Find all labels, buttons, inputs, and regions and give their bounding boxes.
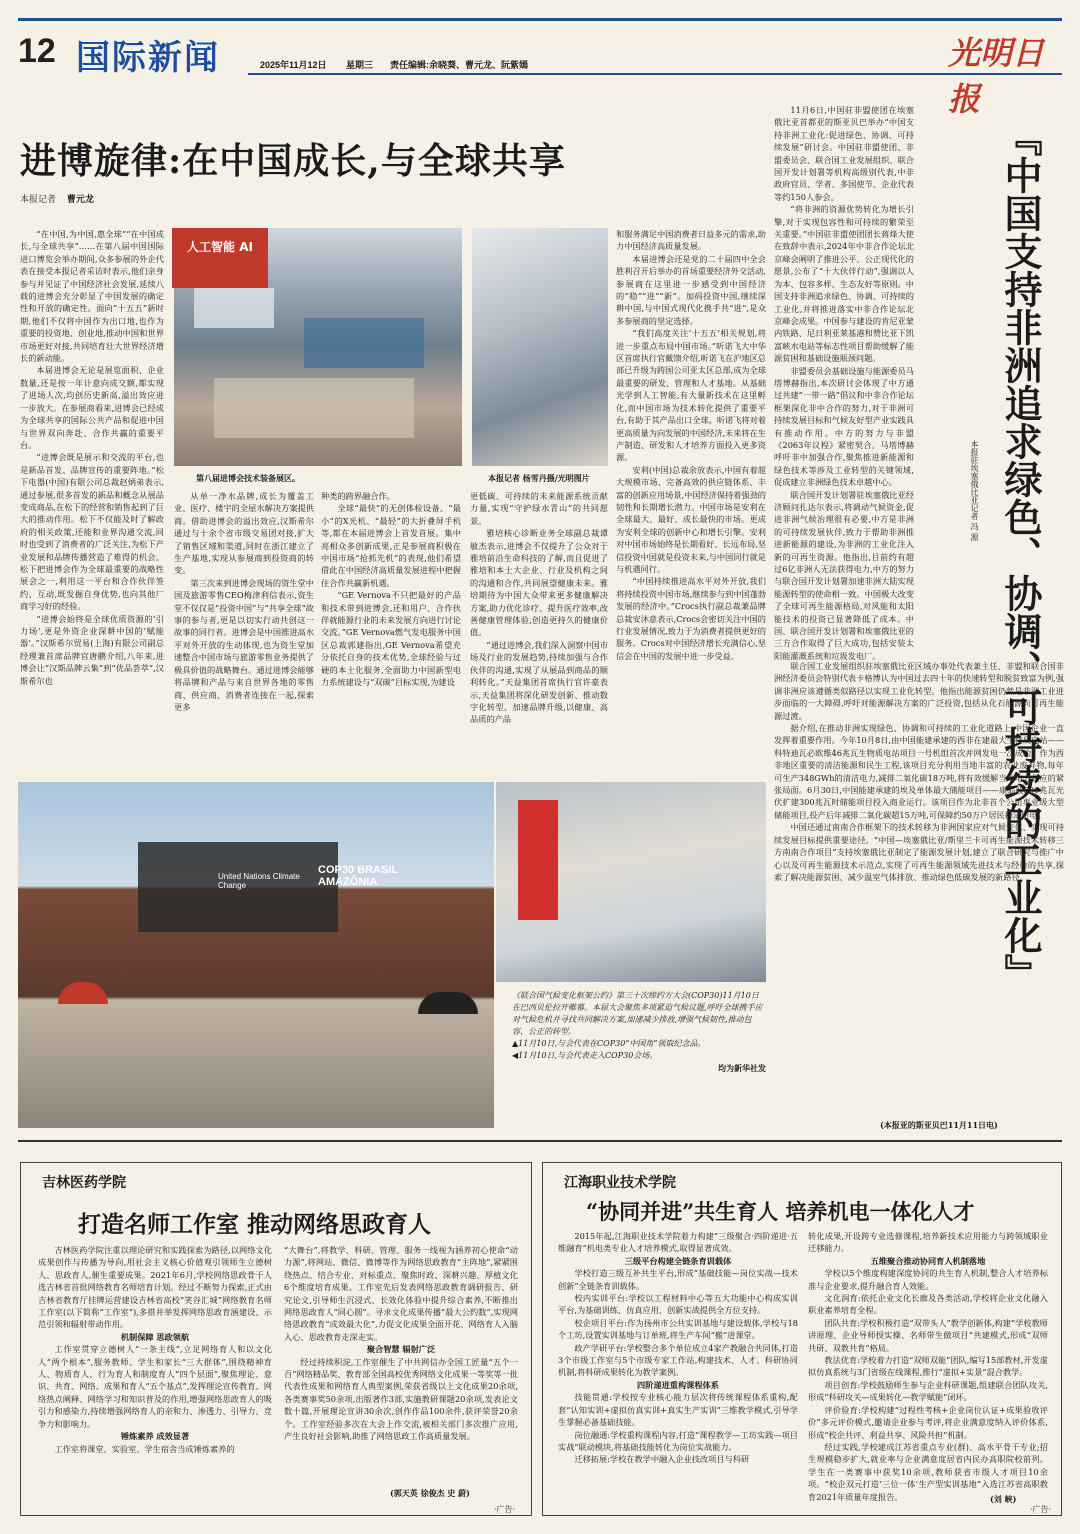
paragraph: 和服务满足中国消费者日益多元的需求,助力中国经济高质量发展。 [616, 229, 766, 252]
paragraph: “我们高度关注‘十五五’相关规划,将进一步重点布局中国市场。”昕诺飞大中华区首席执行官戴馈介绍,昕诺飞在沪地区总部已升级为跨国公司亚太区总部,成为全球最重要的研发、管理和人才基地。从基础光学到人工智能,有大量新技术在这里孵化,而中国市场为技术转化提供了重要平台,有助于其产品出口全球。昕诺飞将对着更高质量为向发展的中国经济,未来将在生产制造、研发和人才培养方面投入更多资源。 [616, 328, 766, 463]
paragraph: “大舞台”,将教学、科研、管理、服务一线视为涵养初心使命“动力源”,将网站、微信、微博等作为网络思政教育“主阵地”,紧紧围绕热点、结合专业、对标重点、聚焦时政、深耕兴趣、厚植文化6个维度培育成果。工作室先后发表网络思政教育调研报告、研究论文,引导师生沉浸式、长效化体验中提升综合素养,不断推出网络思政育人“同心圆”。寻求文化成果传播“最大公约数”,实现网络思政教育“成效最大化”,力促文化成果全面开花、网络育人入脑入心、思政教育走深走实。 [284, 1245, 518, 1342]
china-flag [518, 800, 558, 920]
subheading: 锤炼素养 成效显著 [120, 1431, 190, 1442]
paragraph: 学校以5个维度构建深度协同的共生育人机制,整合人才培养标准与企业要求,提升融合育人效能。 [808, 1268, 1048, 1291]
ad-left-mark: ·广告· [494, 1505, 516, 1514]
photo-credit: 本报记者 杨雪丹摄/光明图片 [488, 473, 590, 483]
paragraph: 评价验育:学校构建“过程性考核+企业岗位认证+成果验收评价”多元评价模式,邀请企业参与考评,将企业满意度纳入评价体系,形成“校企共评、利益共享、风险共担”机制。 [808, 1404, 1048, 1440]
ad-right-title: “协同并进”共生育人 培养机电一体化人才 [586, 1199, 975, 1224]
paragraph: 本届进博会还是党的二十届四中全会胜利召开后举办的首场重要经济外交活动,参展商在这里进一步感受到中国经济的“稳”“进”“新”。加码投资中国,继续深耕中国,与中国式现代化携手共“进”,是众多参展商的坚定选择。 [616, 253, 766, 326]
paragraph: 更低碳、可持续的未来能源系统贡献力量,实现“守护绿水青山”的共同愿景。 [470, 491, 608, 526]
paragraph: 工作室贯穿立德树人“一条主线”,立足网络育人和以文化人“两个根本”,服务教师、学生和家长“三大群体”,围绕精神育人、物质育人、行为育人和制度育人“四个层面”,聚焦理论、意识、共育、网络、成果和育人“五个基点”,发挥理论宣传教育、网络热点阐释、网络学习和知识普及的作用,增强网络思政育人的吸引力和感染力,持续增强网络育人的亲和力、渗透力、引导力、竞争力和影响力。 [38, 1344, 272, 1429]
article2-headline: 『中国支持非洲追求绿色、协调、可持续的工业化』 [998, 118, 1043, 992]
umbrella-icon [418, 992, 478, 1014]
paragraph: 项目创育:学校鼓励师生参与企业科研课题,组建联合团队攻关,形成“科研攻关—成果转化—教学赋能”闭环。 [808, 1379, 1048, 1403]
paragraph: “中国持续推进高水平对外开放,我们将持续投资中国市场,继续参与到中国蓬勃发展的经济中。”Crocs执行副总裁兼品牌总裁安沐意表示,Crocs会密切关注中国的行业发展情况,致力于为消费者提供更好的服务。Crocs对中国经济增长充满信心,坚信会在中国的发展中进一步受益。 [616, 576, 766, 661]
ad-right-credit: (刘 峡) [990, 1494, 1017, 1504]
paragraph: 非盟委员会基础设施与能源委员马塔博赫指出,本次研讨会体现了中方通过共建“一带一路”倡议和中非合作论坛框架深化非中合作的努力,对于非洲可持续发展目标和气候友好型产业实践具有推动作用。中方的努力与非盟《2063年议程》紧密契合。马塔博赫呼吁非中加强合作,聚焦推进新能源和绿色技术等涉及工业转型的关键领域,促成建立非洲绿色技术卓越中心。 [774, 365, 914, 488]
paragraph: 第三次来到进博会现场的资生堂中国及旅游零售CEO梅津利信表示,资生堂不仅仅是“投资中国”与“共享全球”故事的参与者,更是以切实行动共创这一故事的同行者。进博会是中国推进高水平对外开放的生动体现,也为资生堂加速整合中国市场与旅游零售业务提供了极具价值的战略舞台。通过进博会能够将品牌和产品与来自世界各地的零售商、供应商、消费者连接在一起,探索更多 [174, 577, 314, 712]
paragraph: 经过实践,学校建成江苏省重点专业(群)、高水平骨干专业;招生规模稳步扩大,就业率与企业满意度居省内民办高职院校前列。学生在一类赛事中获奖10余项,教师获省市级人才项目10余项。“校企双元打造‘三位一体’生产型实训基地”入选江苏省高职教育2021年质量年度报告。 [808, 1441, 1048, 1502]
section-title: 国际新闻 [76, 38, 220, 78]
paragraph: 校内实训平台:学校以工程材料中心等五大功能中心构成实训平台,为基础训练、仿真应用、创新实战提供全方位支持。 [558, 1293, 798, 1316]
paragraph: “进博会既是展示和交流的平台,也是新品首发、品牌宣传的重要阵地。”松下电器(中国)有限公司总裁赵炳弟表示,通过参展,很多首发的新品和概念从展品变成商品,在松下的经营和销售起到了巨大的推动作用。松下不仅能及时了解政府的相关政策,还能和业界沟通交流,同时也受到了消费者的广泛关注,为松下产业发展和品牌传播营造了难得的机会。松下把进博会作为全球最重要的战略性展会之一,利用这一平台和合作伙伴签约、互动,既发掘自身优势,也向其他厂商学习好的经验。 [20, 452, 164, 612]
article1-col1 [20, 228, 164, 776]
page-header [18, 18, 1062, 118]
subheading: 五维聚合推动协同育人机制落地 [870, 1255, 986, 1266]
cop30-caption-main: 《联合国气候变化框架公约》第三十次缔约方大会(COP30)11月10日在巴西贝伦拉开帷幕。本届大会聚焦多项紧迫气候议题,呼吁全球携手应对气候危机并寻找共同解决方案,加速减少排放,增强气候韧性,推动包容、公正的转型。 [512, 991, 763, 1036]
china-corner-photo [496, 782, 766, 982]
paragraph: 本届进博会无论是展览面积、企业数量,还是按一年计意向成交额,都实现了进场人次,均创历史新高,溢出效应进一步放大。在参展商看来,进博会已经成为全球共享的国际公共产品和促进中国与世界双向奔赴、合作共赢的重要平台。 [20, 365, 164, 450]
header-date: 2025年11月12日 [260, 60, 327, 70]
article1-col2 [174, 490, 314, 776]
cop30-caption-3: ◀11月10日,与会代表走入COP30会场。 [512, 1051, 658, 1060]
paragraph: 经过持续积淀,工作室催生了中共网信办全国工匠量“五个一百”网络精品奖、教育部全国高校优秀网络文化成果一等奖等一批代表性成果和网络育人典型案例,荣获省级以上文化成果20余项,各类赛事奖50余项,出版著作3部,实施教研课题20余项,发表论文数十篇,开展理论宣讲30余次,创作作品100余件,获评荣誉20余个。工作室经验多次在大会上作交流,被相关部门多次推广应用,产生良好社会影响,助推了网络思政工作高质量发展。 [284, 1356, 518, 1442]
paragraph: 种类的跨界融合作。 [321, 491, 395, 501]
paragraph: 团队共育:学校积极打造“双带头人”教学创新体,构建“学校教师讲原理、企业导师授实操、名师带生做项目”共建模式,形成“双师共研、双教共育”格局。 [808, 1317, 1048, 1353]
subheading: 聚合智慧 辐射广泛 [366, 1344, 436, 1355]
paragraph: 教法优育:学校着力打造“双师双能”团队,编写15部教材,开发虚拟仿真系统与3门省级在线课程,推行“虚拟+实景”混合教学。 [808, 1355, 1048, 1378]
paragraph: 联合国开发计划署驻埃塞俄比亚经济顾问扎达尔表示,将调动气候资金,促进非洲气候治理很有必要,中方是非洲的可持续发展伙伴,致力于帮助非洲推进新能源的建设,为非洲的工业化注入新的可再生资源。他指出,目前约有超过6亿非洲人无法获得电力,中方的努力与联合国开发计划署加速非洲大陆实现能源转型的使命相一致。中国极大改变了全球可再生能源格局,对风能和太阳能技术的投资已显著降低了成本。中国、联合国开发计划署和埃塞俄比亚的三方合作取得了巨大成功,包括安装太阳能灌溉系统和垃圾发电厂。 [774, 489, 914, 661]
ad-left-title: 打造名师工作室 推动网络思政育人 [78, 1211, 432, 1238]
header-editors: 责任编辑:余晓葵、曹元龙、阮紫嫣 [390, 60, 528, 70]
paragraph: 工作室将课堂、实验室、学生宿舍当成锤炼素养的 [54, 1443, 235, 1454]
article2-byline: 本报驻埃塞俄比亚记者 冯 源 [970, 440, 979, 542]
ad-left-col1 [38, 1244, 272, 1494]
paragraph: 联合国工业发展组织驻埃塞俄比亚区域办事处代表兼主任、非盟和联合国非洲经济委员会特别代表卡格博认为中国过去四十年的快速转型和脱贫致富为例,强调非洲应该遵循类似路径以实现工业化转型。他指出能源贫困仍然是非洲工业进步面临的一大障碍,呼吁对能源解决方案的广泛投资,包括从化石能源向可再生能源过渡。 [774, 661, 1064, 721]
paragraph: “进博会始终是全球优质资源的‘引力场’,更是外资企业深耕中国的‘赋能器’。”汉斯希尔贸易(上海)有限公司副总经理兼首席品牌官唐鹏介绍,八年来,进博会让“汉斯品牌云集”到“优品荟萃”,汉斯希尔也 [20, 613, 164, 686]
page-number: 12 [18, 32, 56, 70]
cop30-caption [512, 990, 766, 1074]
cop30-label: COP30 BRASIL AMAZÔNIA [318, 864, 398, 888]
article1-col3 [321, 490, 461, 776]
subheading: 机制保障 思政领航 [120, 1331, 190, 1342]
paragraph: 中国还通过南南合作框架下的技术转移为非洲国家应对气候变化、实现可持续发展目标提供重要途径。“中国—埃塞俄比亚/斯里兰卡可再生能源技术转移三方南南合作项目”支持埃塞俄比亚制定了能源发展计划,建立了联合研究与推广中心以及可再生能源技术示范点,实现了可再生能源领域先进技术与经验的共享,探索了解决能源贫困、减少温室气体排放、推动绿色低碳发展的新路径。 [774, 822, 1064, 882]
ad-right-school: 江海职业技术学院 [564, 1175, 676, 1191]
section-divider [18, 1140, 1062, 1142]
un-label: United Nations Climate Change [218, 872, 300, 890]
paragraph: “通过进博会,我们深入洞察中国市场及行业的发展趋势,持续加强与合作伙伴的沟通,实现了从展品到商品的顺利转化。”天益集团首席执行官许豪表示,天益集团将深化研发创新、推动数字化转型、加速品牌升级,以健康、高品质的产品 [470, 639, 608, 725]
paragraph: “GE Vernova不只把最好的产品和技术带到进博会,还和用户、合作伙伴就能源行业的未来发展方向进行讨论交流。”GE Vernova燃气发电服务中国区总裁郭建指出,GE Vernova希望充分依托自身的技术优势,全球经验与过硬的本土化服务,全面助力中国新型电力系统建设与“双碳”目标实现,为建设 [321, 590, 461, 688]
article1-col5 [616, 228, 766, 776]
paragraph: 据介绍,在推动非洲实现绿色、协调和可持续的工业化道路上,中国企业一直发挥着重要作用。今年10月8日,由中国能建承建的西非在建最大生物质电站——科特迪瓦必欧维46兆瓦生物质电站项目一号机组首次并网发电一次成功。作为西非地区重要的清洁能源和民生工程,该项目充分利用当地丰富的农业废弃物,每年可生产348GWh的清洁电力,减排二氧化碳18万吨,将有效缓解当地电力供应的紧张局面。6月30日,中国能建承建的埃及单体最大储能项目——康翁波500兆瓦光伏扩建300兆瓦时储能项目投入商业运行。该项目作为北非首个公用事业级大型储能项目,投产后年减排二氧化碳超15万吨,可保障约50万户居民稳定用电。 [774, 723, 1064, 820]
ad-right-mark: ·广告· [1030, 1505, 1052, 1514]
paragraph: 11月6日,中国驻非盟使团在埃塞俄比亚首都亚的斯亚贝巴举办“中国支持非洲工业化:促进绿色、协调、可持续发展”研讨会。中国驻非盟使团、非盟委员会、联合国工业发展组织、联合国开发计划署等机构高级别代表,中非政府官员、学者、多国使节、企业代表等约150人参会。 [774, 105, 914, 202]
paragraph: 岗位融通:学校重构课程内容,打造“课程教学—工坊实践—项目实战”联动模块,将基础技能转化为岗位实战能力。 [558, 1429, 798, 1452]
subheading: 四阶递进重构课程体系 [637, 1379, 719, 1390]
paragraph: 安利(中国)总裁余放表示,中国有着超大规模市场、完备高效的供应链体系、丰富的创新应用场景,中国经济保持着强劲的韧性和长期增长潜力。中国市场是安利在全球最大、最好、成长最快的市场。更成为安利全球的创新中心和增长引擎。安利对中国市场始终是长期看好、长远布局,坚信投资中国就是投资未来,与中国同行就是与机遇同行。 [616, 464, 766, 574]
article1-headline: 进博旋律:在中国成长,与全球共享 [20, 140, 566, 182]
byline-label: 本报记者 [20, 195, 57, 205]
article1-col4 [470, 490, 608, 776]
header-weekday: 星期三 [346, 60, 374, 70]
ad-left-col2 [284, 1244, 518, 1484]
paragraph: 学校打造三级互补共生平台,形成“基础技能—岗位实战—技术创新”全链条育训载体。 [558, 1268, 798, 1291]
paragraph: 校企项目平台:作为扬州市公共实训基地与建设载体,学校与18个工坊,设置实训基地与订单班,将生产车间“搬”进课堂。 [558, 1317, 798, 1341]
paragraph: “在中国,为中国,惠全球”“在中国成长,与全球共享”……在第八届中国国际进口博览会举办期间,众多参展的外企代表在接受本报记者采访时表示,他们亲身参与并见证了中国经济社会发展,延续八载的进博会充分彰显了中国发展的确定性和开放的确定性。面向“十五五”新时期,他们不仅将中国作为出口地,也作为重要的投资地、创业地,推动中国和世界市场更好对接,共同培育壮大世界经济增长的新动能。 [20, 229, 164, 364]
article2-col2 [774, 660, 1064, 1120]
ad-right-col1 [558, 1230, 798, 1506]
paragraph: 雅培核心诊断业务全球副总裁谭敏杰表示,进博会不仅提升了公众对于雅培前沿生命科技的了解,而且促进了雅培和本土大企业、行业及机构之间的沟通和合作,共同展望健康未来。雅培期待为中国大众带来更多健康解决方案,助力优化诊疗、提升医疗效率,改善健康管理体验,创造更持久的健康价值。 [470, 528, 608, 638]
umbrella-icon [58, 982, 108, 1004]
expo-hall-caption: 第八届进博会技术装备展区。 [196, 473, 300, 483]
header-rule-top [18, 18, 1062, 21]
header-rule-bottom [248, 73, 1062, 75]
paragraph: “将非洲的资源优势转化为增长引擎,对于实现包容性和可持续的繁荣至关重要。”中国驻非盟使团团长蒋烽大使在致辞中表示,2024年中非合作论坛北京峰会阐明了推进公平、公正现代化的愿景,公布了“十大伙伴行动”,强调以人为本、包容多样、生态友好等原则。中国支持非洲追求绿色、协调、可持续的工业化,并将推进落实中非合作论坛北京峰会成果。中国参与建设的肯尼亚蒙内铁路、尼日利亚莱基港和赞比亚下凯富峡水电站等标志性项目帮助缓解了能源贫困和基础设施瓶颈问题。 [774, 204, 914, 364]
exhibition-booth-photo [472, 228, 608, 466]
paragraph: 从单一净水品牌,成长为覆盖工业、医疗、楼宇的全屋水解决方案提供商。借助进博会的溢出效应,汉斯希尔通过与十余个省市级交易团对接,扩大了销售区域和渠道,同时在浙江建立了生产基地,实现从参展商到投资商的转变。 [174, 491, 314, 576]
paragraph: 技能贯通:学校按专业核心能力层次将传统课程体系重构,配套“认知实训+虚拟仿真实训+真实生产实训”三维教学模式,引导学生掌握必备基础技能。 [558, 1392, 798, 1428]
cop30-credit: 均为新华社发 [718, 1063, 766, 1073]
article1-byline [20, 192, 94, 205]
paragraph: 全球“最快”的无创体检设备、“最小”的X光机、“最轻”的大折叠屏手机等,都在本届进博会上首发首展。集中亮相众多创新成果,正是参展商积极在中国市场“抢抓先机”的表现,他们希望借此在中国经济高质量发展进程中把握住合作共赢新机遇。 [321, 503, 461, 588]
ai-sign: 人工智能 AI [187, 240, 253, 254]
ad-left-credit: (郭天英 徐俊杰 史 蔚) [390, 1488, 470, 1498]
ad-left-school: 吉林医药学院 [42, 1175, 126, 1191]
article2-dateline: (本报亚的斯亚贝巴11月11日电) [880, 1120, 998, 1130]
cop30-venue-photo [18, 782, 494, 1128]
masthead-logo: 光明日报 [948, 34, 1045, 118]
article2-col1 [774, 104, 914, 661]
paragraph: 迁移拓展:学校在教学中融入企业技改项目与科研 [574, 1454, 750, 1465]
paragraph: 政产学研平台:学校整合多个单位成立4家产教融合共同体,打造3个市级工作室与5个市级专家工作站,构建技术、人才、科研协同机制,将科研成果转化为教学案例。 [558, 1342, 798, 1378]
byline-name: 曹元龙 [66, 195, 94, 205]
paragraph: 转化成果,开设跨专业选修课程,培养新技术应用能力与跨领域职业迁移能力。 [808, 1231, 1048, 1254]
paragraph: 2015年起,江海职业技术学院着力构建“三级聚合·四阶递进·五维融育”机电类专业人才培养模式,取得显著成效。 [558, 1231, 798, 1254]
ai-booth-photo [172, 228, 268, 288]
cop30-caption-2: ▲11月10日,与会代表在COP30“中国角”领取纪念品。 [512, 1039, 706, 1048]
subheading: 三级平台构建全链条育训载体 [624, 1255, 732, 1266]
paragraph: 吉林医药学院注重以理论研究和实践探索为路径,以网络文化成果创作与传播为导向,用社会主义核心价值观引领师生立德树人、思政育人,催生重要成果。2021年6月,学校网络思政骨干人选吉林省首批网络教育名师培育计划。经过不断努力探索,正式由吉林省教育厅挂牌运营建设吉林省高校“笑谷汇城”网络教育名师工作室(以下简称“工作室”),多措并举发挥网络思政育涵建设、示范引领和辐射带动作用。 [38, 1245, 272, 1330]
paragraph: 文化润育:依托企业文化长廊及各类活动,学校将企业文化融入职业素养培育全程。 [808, 1293, 1048, 1316]
